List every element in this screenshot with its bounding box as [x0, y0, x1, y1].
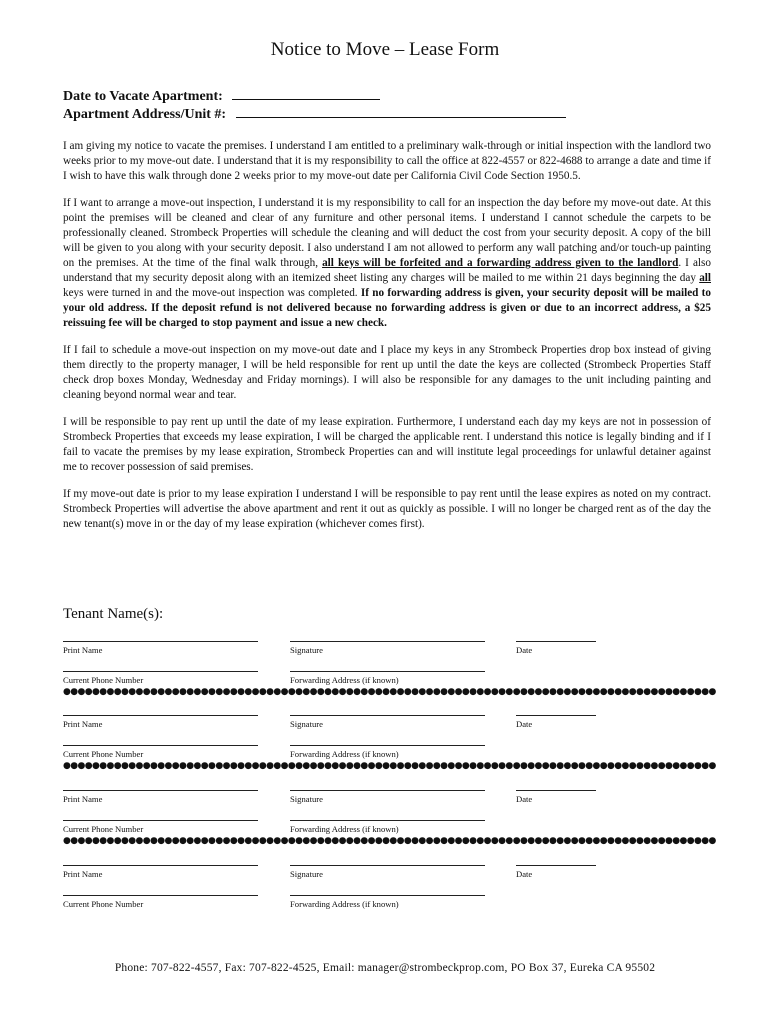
p2-text-b: . I also understand that my security deposit along with an itemized sheet listing any charges will be mailed to me within 21 days beginning the day: [63, 257, 711, 284]
date-field[interactable]: [516, 715, 596, 716]
tenant-entry: [0, 789, 770, 864]
print-name-label: Print Name: [63, 794, 103, 804]
date-field[interactable]: [516, 790, 596, 791]
print-name-field[interactable]: [63, 865, 258, 866]
forwarding-address-label: Forwarding Address (if known): [290, 675, 399, 685]
tenant-entry: [0, 714, 770, 789]
paragraph-rent-liability: I will be responsible to pay rent up until the date of my lease expiration. Furthermore, I understand each day my keys are not in possession of Strombeck Properties that exceeds my lease expiration, I will be charged the applicable rent. I understand this notice is legally binding and if I fail to vacate the premises by my lease expiration, Strombeck Properties can and will institute legal proceedings for unlawful detainer against me to recover possession of said premises.: [63, 416, 711, 473]
forwarding-address-field[interactable]: [290, 820, 485, 821]
phone-field[interactable]: [63, 820, 258, 821]
tenant-names-heading: Tenant Name(s):: [63, 606, 164, 622]
print-name-label: Print Name: [63, 645, 103, 655]
date-field[interactable]: [516, 865, 596, 866]
signature-field[interactable]: [290, 641, 485, 642]
paragraph-inspection: [63, 196, 711, 331]
print-name-field[interactable]: [63, 790, 258, 791]
dot-separator: ●●●●●●●●●●●●●●●●●●●●●●●●●●●●●●●●●●●●●●●●●●●●●●●●●●●●●●●●●●●●●●●●●●●●●●●●●●●●●●●●●●●●●●●●●●: [63, 761, 716, 771]
phone-field[interactable]: [63, 671, 258, 672]
notice-body: [63, 139, 711, 544]
p2-keys-text: all keys will be forfeited and a forwarding address given to the landlord: [322, 257, 679, 269]
forwarding-address-label: Forwarding Address (if known): [290, 899, 399, 909]
phone-label: Current Phone Number: [63, 675, 144, 685]
paragraph-walkthrough: I am giving my notice to vacate the premises. I understand I am entitled to a preliminary walk-through or initial inspection with the landlord two weeks prior to my move-out date. I understand that it is my responsibility to call the office at 822-4557 or 822-4688 to arrange a date and time if I wish to have this walk through done 2 weeks prior to my move-out date per California Civil Code Section 1950.5.: [63, 140, 711, 182]
date-field[interactable]: [516, 641, 596, 642]
p2-all-text: all: [699, 272, 711, 284]
forwarding-address-label: Forwarding Address (if known): [290, 824, 399, 834]
p2-text-a: If I want to arrange a move-out inspection, I understand it is my responsibility to call for an inspection the day before my move-out date. At this point the premises will be cleaned and clear of any furniture and other personal items. I understand I cannot schedule the carpets to be professionally cleaned. Strombeck Properties will schedule the cleaning and will deduct the cost from your security deposit. A copy of the bill will be given to you along with your security deposit. I also understand I am not allowed to perform any wall patching and/or touch-up painting on the premises. At the time of the final walk through,: [63, 197, 711, 269]
date-to-vacate-field[interactable]: [232, 86, 380, 100]
address-row: [63, 104, 566, 124]
contact-footer: Phone: 707-822-4557, Fax: 707-822-4525, Email: manager@strombeckprop.com, PO Box 37, Eureka CA 95502: [114, 962, 656, 974]
phone-field[interactable]: [63, 895, 258, 896]
forwarding-address-field[interactable]: [290, 745, 485, 746]
signature-field[interactable]: [290, 715, 485, 716]
address-label: Apartment Address/Unit #:: [63, 107, 227, 122]
tenant-entry: [0, 864, 770, 939]
paragraph-drop-box: If I fail to schedule a move-out inspection on my move-out date and I place my keys in any Strombeck Properties drop box instead of giving them directly to the property manager, I will be held responsible for rent up until the date the keys are collected (Strombeck Properties Staff check drop boxes Monday, Wednesday and Friday mornings). I will also be responsible for any damages to the unit including painting and cleaning beyond normal wear and tear.: [63, 344, 711, 401]
phone-label: Current Phone Number: [63, 899, 144, 909]
signature-label: Signature: [290, 869, 323, 879]
address-field[interactable]: [236, 104, 566, 118]
page-title: Notice to Move – Lease Form: [270, 39, 500, 60]
date-label: Date: [516, 794, 533, 804]
print-name-field[interactable]: [63, 715, 258, 716]
p2-bold-text: If no forwarding address is given, your security deposit will be mailed to your old address. If the deposit refund is not delivered because no forwarding address is given or due to an incorrect address, a $25 reissuing fee will be charged to stop payment and issue a new check.: [63, 287, 711, 329]
date-to-vacate-row: [63, 86, 380, 106]
phone-label: Current Phone Number: [63, 749, 144, 759]
date-label: Date: [516, 719, 533, 729]
date-to-vacate-label: Date to Vacate Apartment:: [63, 89, 223, 104]
forwarding-address-field[interactable]: [290, 895, 485, 896]
forwarding-address-field[interactable]: [290, 671, 485, 672]
p2-text-c: keys were turned in and the move-out inspection was completed.: [63, 287, 361, 299]
signature-label: Signature: [290, 645, 323, 655]
print-name-field[interactable]: [63, 641, 258, 642]
signature-label: Signature: [290, 719, 323, 729]
phone-label: Current Phone Number: [63, 824, 144, 834]
signature-label: Signature: [290, 794, 323, 804]
print-name-label: Print Name: [63, 869, 103, 879]
phone-field[interactable]: [63, 745, 258, 746]
paragraph-early-moveout: If my move-out date is prior to my lease expiration I understand I will be responsible to pay rent until the lease expires as noted on my contract. Strombeck Properties will advertise the above apartment and rent it out as quickly as possible. I will no longer be charged rent as of the day the new tenant(s) move in or the day of my lease expiration (whichever comes first).: [63, 488, 711, 530]
date-label: Date: [516, 869, 533, 879]
date-label: Date: [516, 645, 533, 655]
signature-field[interactable]: [290, 790, 485, 791]
print-name-label: Print Name: [63, 719, 103, 729]
dot-separator: ●●●●●●●●●●●●●●●●●●●●●●●●●●●●●●●●●●●●●●●●●●●●●●●●●●●●●●●●●●●●●●●●●●●●●●●●●●●●●●●●●●●●●●●●●●: [63, 687, 716, 697]
signature-field[interactable]: [290, 865, 485, 866]
tenant-entry: [0, 640, 770, 715]
forwarding-address-label: Forwarding Address (if known): [290, 749, 399, 759]
dot-separator: ●●●●●●●●●●●●●●●●●●●●●●●●●●●●●●●●●●●●●●●●●●●●●●●●●●●●●●●●●●●●●●●●●●●●●●●●●●●●●●●●●●●●●●●●●●: [63, 836, 716, 846]
